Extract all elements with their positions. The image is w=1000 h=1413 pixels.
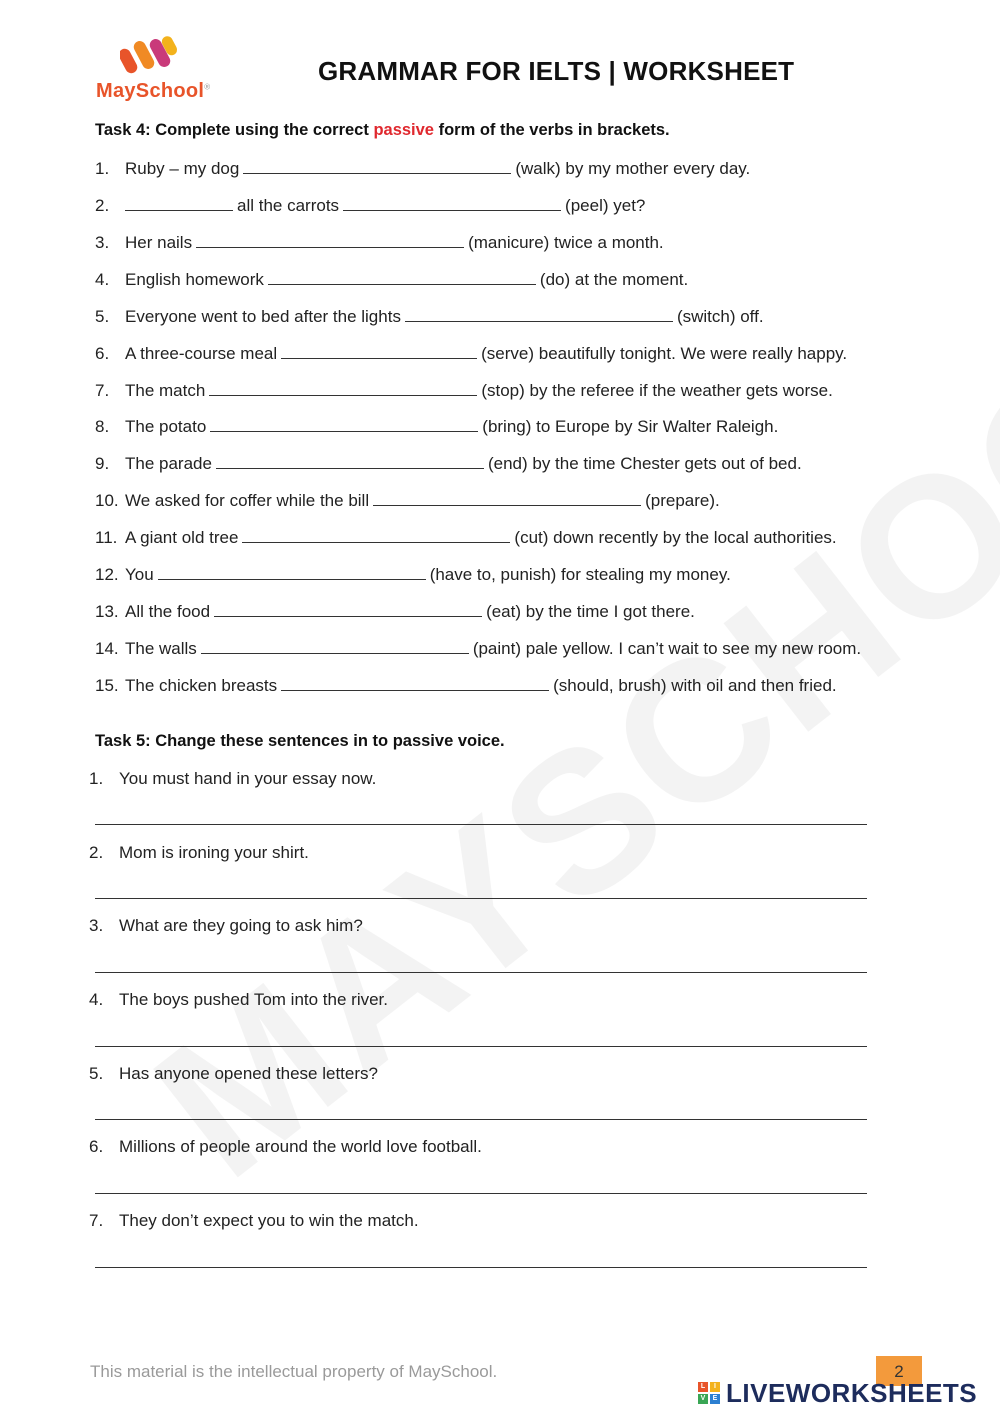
item-number: 11. <box>95 528 118 547</box>
answer-line-7[interactable] <box>95 1267 867 1268</box>
answer-blank[interactable] <box>209 381 477 396</box>
answer-blank[interactable] <box>405 307 673 322</box>
item-number: 15. <box>95 676 119 695</box>
question-number: 3. <box>89 916 104 935</box>
item-text-after: (paint) pale yellow. I can’t wait to see my new room. <box>472 639 862 658</box>
item-text-before: Her nails <box>125 233 193 252</box>
item-text-after: (end) by the time Chester gets out of bed. <box>487 454 802 473</box>
answer-line-5[interactable] <box>95 1119 867 1120</box>
task4-item-6 <box>95 343 847 365</box>
item-number: 9. <box>95 454 110 473</box>
task4-item-12 <box>95 564 731 586</box>
item-text-before: The match <box>125 381 206 400</box>
item-text-after: (peel) yet? <box>565 196 646 215</box>
liveworksheets-logo-icon <box>698 1382 720 1404</box>
lw-grid-cell: L <box>698 1382 708 1392</box>
registered-mark: ® <box>204 82 211 92</box>
question-number: 7. <box>89 1211 104 1230</box>
answer-blank[interactable] <box>373 491 641 506</box>
item-text-after: (cut) down recently by the local authorities. <box>514 528 837 547</box>
task4-heading-highlight: passive <box>373 121 434 139</box>
item-text-after: (stop) by the referee if the weather gets worse. <box>481 381 833 400</box>
item-text-after: (bring) to Europe by Sir Walter Raleigh. <box>482 417 779 436</box>
item-number: 10. <box>95 491 119 510</box>
item-number: 13. <box>95 602 119 621</box>
item-text-before: The chicken breasts <box>125 676 278 695</box>
item-text-before: English homework <box>125 270 264 289</box>
item-text-before: Everyone went to bed after the lights <box>125 307 401 326</box>
item-text-middle: all the carrots <box>237 196 340 215</box>
mayschool-logo <box>92 34 212 106</box>
item-number: 6. <box>95 344 110 363</box>
answer-blank[interactable] <box>210 417 478 432</box>
footer-copyright: This material is the intellectual property of MaySchool. <box>90 1362 498 1381</box>
task4-item-1 <box>95 158 750 180</box>
answer-blank[interactable] <box>243 159 511 174</box>
item-number: 12. <box>95 565 119 584</box>
item-text-after: (walk) by my mother every day. <box>515 159 751 178</box>
answer-line-3[interactable] <box>95 972 867 973</box>
task4-item-7 <box>95 380 833 402</box>
task5-question-4 <box>89 990 388 1010</box>
item-number: 8. <box>95 417 110 436</box>
answer-line-6[interactable] <box>95 1193 867 1194</box>
question-number: 2. <box>89 843 104 862</box>
task4-heading-post: form of the verbs in brackets. <box>433 121 670 139</box>
item-number: 14. <box>95 639 119 658</box>
liveworksheets-logo <box>698 1378 977 1408</box>
item-text-after: (serve) beautifully tonight. We were really happy. <box>481 344 848 363</box>
answer-blank[interactable] <box>242 528 510 543</box>
question-text: Millions of people around the world love football. <box>119 1137 482 1156</box>
item-number: 4. <box>95 270 110 289</box>
question-text: You must hand in your essay now. <box>119 769 377 788</box>
item-number: 5. <box>95 307 110 326</box>
question-number: 4. <box>89 990 104 1009</box>
item-number: 7. <box>95 381 110 400</box>
item-text-before: The parade <box>125 454 212 473</box>
lw-grid-cell: I <box>710 1382 720 1392</box>
task5-question-1 <box>89 769 376 789</box>
question-number: 6. <box>89 1137 104 1156</box>
task5-question-7 <box>89 1211 419 1231</box>
item-text-after: (should, brush) with oil and then fried. <box>553 676 837 695</box>
mayschool-logo-text <box>96 80 210 103</box>
question-text: What are they going to ask him? <box>119 916 363 935</box>
question-text: Has anyone opened these letters? <box>119 1064 378 1083</box>
answer-blank[interactable] <box>214 602 482 617</box>
task4-heading <box>95 121 670 140</box>
answer-blank[interactable] <box>201 639 469 654</box>
task4-item-13 <box>95 601 695 623</box>
task4-item-4 <box>95 269 688 291</box>
answer-blank[interactable] <box>196 233 464 248</box>
answer-blank[interactable] <box>268 270 536 285</box>
page-number: 2 <box>876 1356 922 1386</box>
task4-item-8 <box>95 416 778 438</box>
item-text-before: You <box>125 565 154 584</box>
mayschool-logo-icon <box>120 34 182 74</box>
item-text-after: (have to, punish) for stealing my money. <box>429 565 731 584</box>
item-text-before: A three-course meal <box>125 344 278 363</box>
task4-item-15 <box>95 675 837 697</box>
item-text-before: The walls <box>125 639 197 658</box>
task5-question-5 <box>89 1064 378 1084</box>
item-text-after: (do) at the moment. <box>539 270 689 289</box>
task4-item-9 <box>95 453 802 475</box>
task5-question-6 <box>89 1137 482 1157</box>
task4-item-2 <box>95 195 645 217</box>
answer-blank[interactable] <box>281 344 477 359</box>
answer-line-1[interactable] <box>95 824 867 825</box>
item-text-after: (prepare). <box>645 491 720 510</box>
lw-grid-cell: V <box>698 1394 708 1404</box>
task4-item-14 <box>95 638 861 660</box>
answer-blank[interactable] <box>158 565 426 580</box>
task5-question-3 <box>89 916 363 936</box>
item-text-before: A giant old tree <box>125 528 239 547</box>
item-text-before: We asked for coffer while the bill <box>125 491 370 510</box>
task5-heading: Task 5: Change these sentences in to passive voice. <box>95 732 505 750</box>
answer-blank[interactable] <box>343 196 561 211</box>
question-number: 1. <box>89 769 104 788</box>
item-number: 1. <box>95 159 110 178</box>
task4-heading-pre: Task 4: Complete using the correct <box>95 121 374 139</box>
task4-item-10 <box>95 490 720 512</box>
answer-blank[interactable] <box>125 196 233 211</box>
item-text-before: The potato <box>125 417 207 436</box>
answer-line-2[interactable] <box>95 898 867 899</box>
item-number: 3. <box>95 233 110 252</box>
item-text-before: Ruby – my dog <box>125 159 240 178</box>
answer-blank[interactable] <box>281 676 549 691</box>
question-text: They don’t expect you to win the match. <box>119 1211 419 1230</box>
answer-line-4[interactable] <box>95 1046 867 1047</box>
task5-question-2 <box>89 843 309 863</box>
question-text: The boys pushed Tom into the river. <box>119 990 389 1009</box>
question-text: Mom is ironing your shirt. <box>119 843 309 862</box>
liveworksheets-wordmark: LIVEWORKSHEETS <box>726 1377 978 1408</box>
page-title: GRAMMAR FOR IELTS | WORKSHEET <box>318 56 795 86</box>
question-number: 5. <box>89 1064 104 1083</box>
item-text-before: All the food <box>125 602 211 621</box>
item-number: 2. <box>95 196 110 215</box>
logo-wordmark: MaySchool <box>96 80 205 102</box>
item-text-after: (eat) by the time I got there. <box>486 602 695 621</box>
task4-item-11 <box>95 527 837 549</box>
item-text-after: (manicure) twice a month. <box>468 233 664 252</box>
lw-grid-cell: E <box>710 1394 720 1404</box>
task4-item-3 <box>95 232 664 254</box>
item-text-after: (switch) off. <box>676 307 764 326</box>
task4-item-5 <box>95 306 764 328</box>
answer-blank[interactable] <box>216 454 484 469</box>
